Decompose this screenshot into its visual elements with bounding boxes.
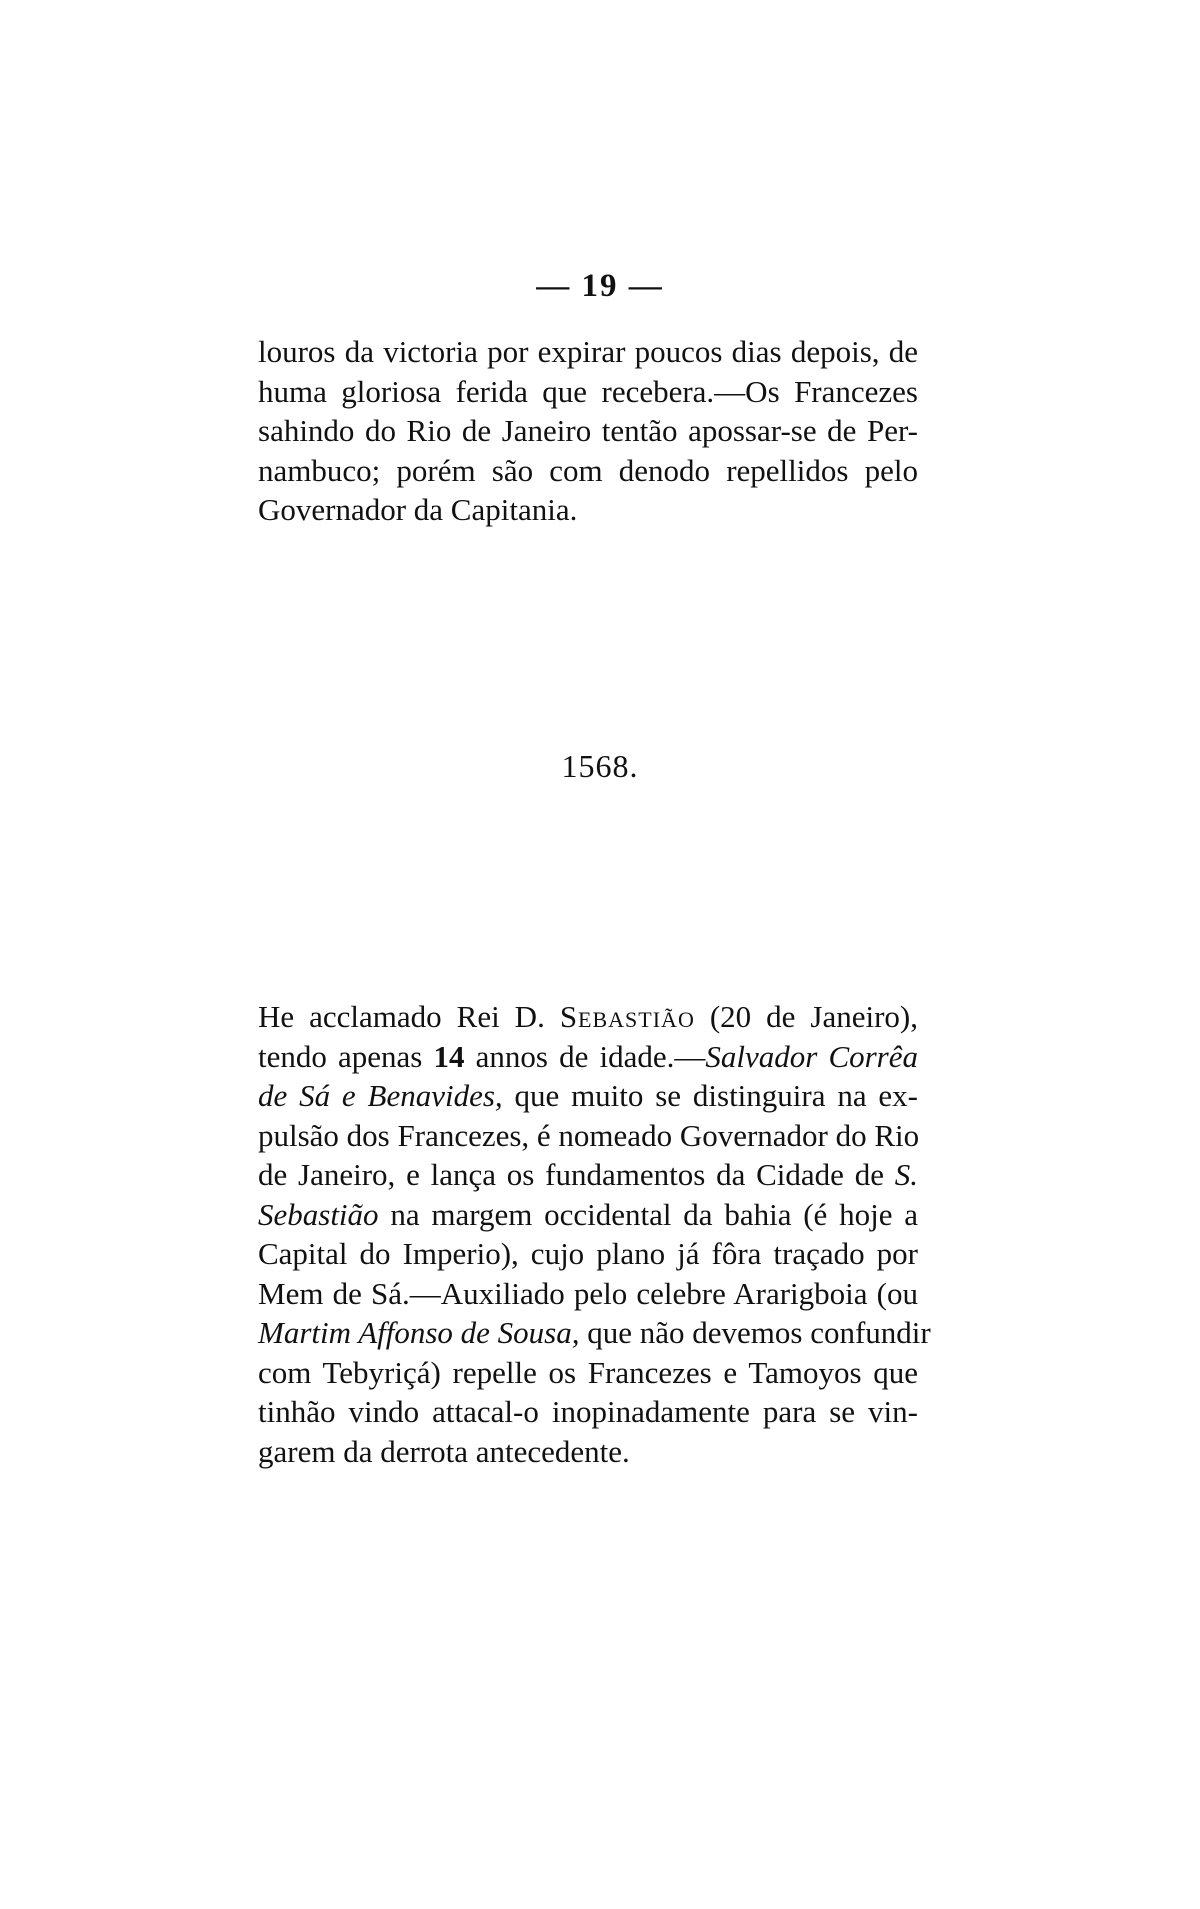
- paragraph-2-line: [258, 997, 918, 1037]
- page-number: — 19 —: [536, 268, 664, 304]
- paragraph-1-line: sahindo do Rio de Janeiro tentão apossar-se de Per-: [258, 413, 918, 448]
- paragraph-2-line: [258, 1155, 918, 1195]
- age-number: 14: [433, 1038, 465, 1074]
- paragraph-1: [258, 332, 918, 530]
- text-run: que não devemos confundir: [579, 1315, 931, 1350]
- italic-name: Martim Affonso de Sousa,: [258, 1315, 580, 1350]
- italic-name: Salvador Corrêa: [705, 1038, 919, 1074]
- text-run: (20 de Janeiro),: [694, 999, 918, 1034]
- text-run: tendo apenas: [258, 1038, 434, 1074]
- name-sebastiao: Sebastião: [559, 999, 695, 1034]
- paragraph-2-line: tinhão vindo attacal-o inopinadamente para se vin-: [258, 1394, 918, 1429]
- paragraph-1-line: nambuco; porém são com denodo repellidos pelo: [258, 452, 918, 488]
- paragraph-2-line: garem da derrota antecedente.: [258, 1433, 630, 1469]
- text-run: na margem occidental da bahia (é hoje a: [378, 1196, 918, 1232]
- paragraph-1-line: louros da victoria por expirar poucos dias depois, de: [258, 334, 918, 369]
- paragraph-2-line: com Tebyriçá) repelle os Francezes e Tamoyos que: [258, 1354, 918, 1390]
- paragraph-2-line: [258, 1313, 931, 1353]
- text-run: annos de idade.—: [464, 1038, 706, 1074]
- italic-name: Sebastião: [258, 1196, 379, 1232]
- italic-name: de Sá e Benavides,: [258, 1078, 503, 1113]
- paragraph-2-line: Mem de Sá.—Auxiliado pelo celebre Ararigboia (ou: [258, 1275, 918, 1311]
- paragraph-1-line: Governador da Capitania.: [258, 492, 578, 527]
- paragraph-1-line: huma gloriosa ferida que recebera.—Os Francezes: [258, 373, 918, 409]
- text-run: de Janeiro, e lança os fundamentos da Cidade de: [258, 1157, 895, 1192]
- paragraph-2: [258, 997, 931, 1471]
- text-run: que muito se distinguira na ex-: [502, 1078, 918, 1113]
- paragraph-2-line: pulsão dos Francezes, é nomeado Governador do Rio: [258, 1117, 920, 1153]
- paragraph-2-line: Capital do Imperio), cujo plano já fôra traçado por: [258, 1236, 918, 1271]
- paragraph-2-line: [258, 1195, 918, 1235]
- italic-name: S.: [894, 1157, 918, 1192]
- paragraph-2-line: [258, 1037, 918, 1077]
- paragraph-2-line: [258, 1076, 918, 1116]
- text-run: He acclamado Rei D.: [258, 999, 560, 1034]
- year-heading: 1568.: [561, 748, 639, 784]
